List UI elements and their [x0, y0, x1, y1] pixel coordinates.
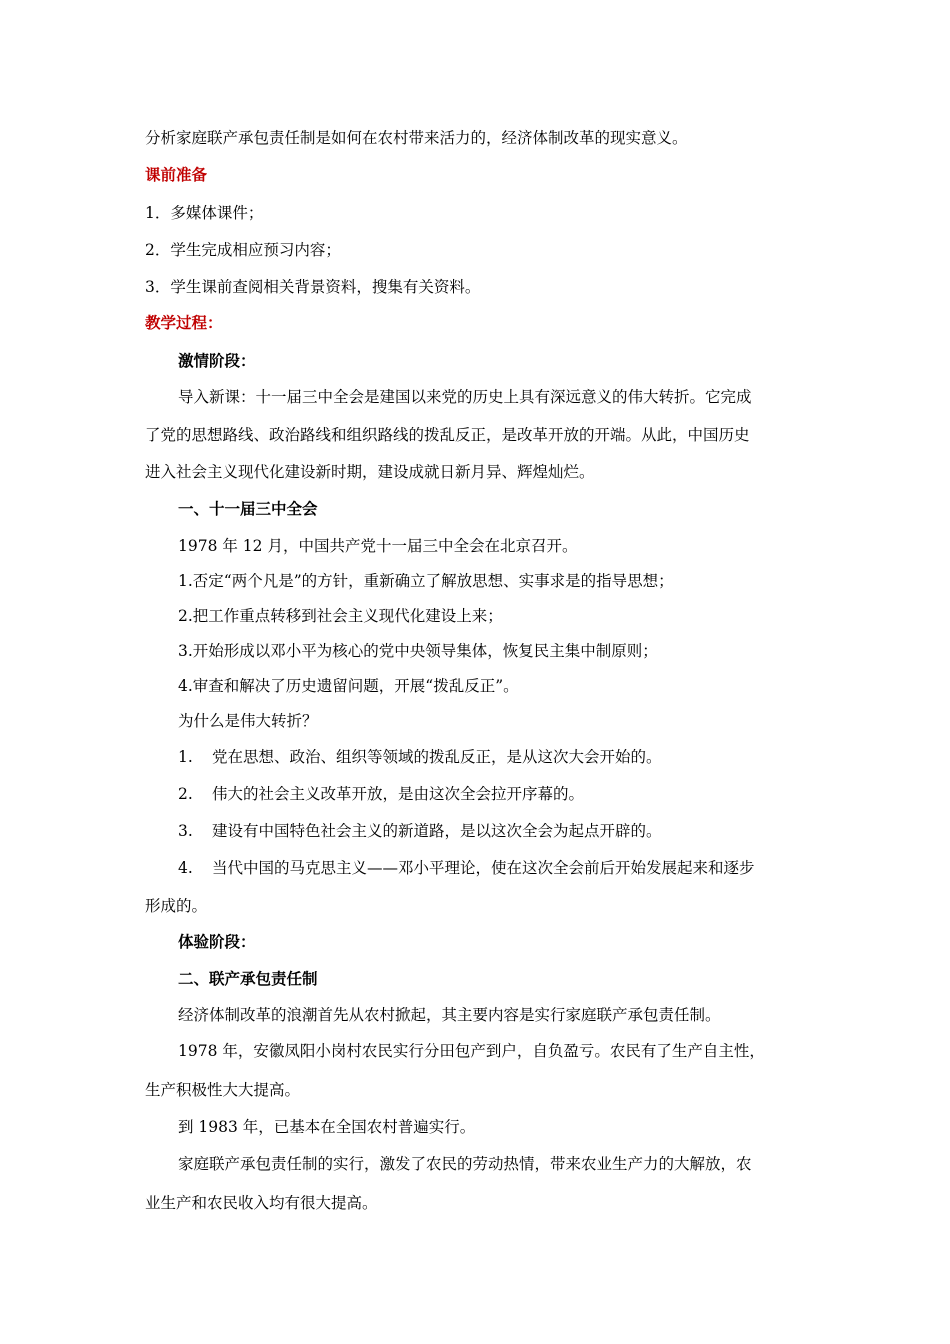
- prep-heading: 课前准备: [145, 166, 208, 184]
- lead-in-line: 了党的思想路线、政治路线和组织路线的拨乱反正，是改革开放的开端。从此，中国历史: [145, 426, 750, 444]
- reason-item: [178, 784, 848, 804]
- section-paragraph: 生产积极性大大提高。: [145, 1081, 301, 1099]
- lead-in-line: 导入新课：十一届三中全会是建国以来党的历史上具有深远意义的伟大转折。它完成: [178, 388, 752, 406]
- section-paragraph: 家庭联产承包责任制的实行，激发了农民的劳动热情，带来农业生产力的大解放，农: [178, 1155, 752, 1173]
- reason-number: 2.: [178, 785, 193, 803]
- stage-heading: 激情阶段：: [178, 352, 256, 370]
- process-heading: 教学过程：: [145, 314, 223, 332]
- reason-text: 建设有中国特色社会主义的新道路，是以这次全会为起点开辟的。: [212, 822, 662, 840]
- section-paragraph: 经济体制改革的浪潮首先从农村掀起，其主要内容是实行家庭联产承包责任制。: [178, 1006, 721, 1024]
- reason-item: [178, 821, 848, 841]
- reason-continuation: 形成的。: [145, 897, 208, 915]
- reason-text: 当代中国的马克思主义——邓小平理论，使在这次全会前后开始发展起来和逐步: [212, 859, 755, 877]
- reason-item: [178, 858, 848, 878]
- stage-heading: 体验阶段：: [178, 933, 256, 951]
- prep-item: 1．多媒体课件；: [145, 204, 264, 222]
- meeting-point: 4.审查和解决了历史遗留问题，开展“拨乱反正”。: [178, 677, 519, 695]
- section-title: 一、十一届三中全会: [178, 500, 318, 518]
- reason-number: 3.: [178, 822, 193, 840]
- prep-item: 3．学生课前查阅相关背景资料，搜集有关资料。: [145, 278, 481, 296]
- lead-in-line: 进入社会主义现代化建设新时期，建设成就日新月异、辉煌灿烂。: [145, 463, 595, 481]
- intro-paragraph: 分析家庭联产承包责任制是如何在农村带来活力的，经济体制改革的现实意义。: [145, 129, 688, 147]
- meeting-point: 3.开始形成以邓小平为核心的党中央领导集体，恢复民主集中制原则；: [178, 642, 658, 660]
- section-date-line: 1978 年 12 月，中国共产党十一届三中全会在北京召开。: [178, 537, 578, 555]
- section-paragraph: 业生产和农民收入均有很大提高。: [145, 1194, 378, 1212]
- prep-item: 2．学生完成相应预习内容；: [145, 241, 341, 259]
- meeting-point: 2.把工作重点转移到社会主义现代化建设上来；: [178, 607, 503, 625]
- reason-number: 1.: [178, 748, 193, 766]
- question-line: 为什么是伟大转折？: [178, 712, 318, 730]
- reason-item: [178, 747, 848, 767]
- section-paragraph: 1978 年，安徽凤阳小岗村农民实行分田包产到户，自负盈亏。农民有了生产自主性，: [178, 1042, 765, 1060]
- reason-number: 4.: [178, 859, 193, 877]
- reason-text: 伟大的社会主义改革开放，是由这次全会拉开序幕的。: [212, 785, 585, 803]
- section-title: 二、联产承包责任制: [178, 970, 318, 988]
- section-paragraph: 到 1983 年，已基本在全国农村普遍实行。: [178, 1118, 476, 1136]
- meeting-point: 1.否定“两个凡是”的方针，重新确立了解放思想、实事求是的指导思想；: [178, 572, 674, 590]
- reason-text: 党在思想、政治、组织等领域的拨乱反正，是从这次大会开始的。: [212, 748, 662, 766]
